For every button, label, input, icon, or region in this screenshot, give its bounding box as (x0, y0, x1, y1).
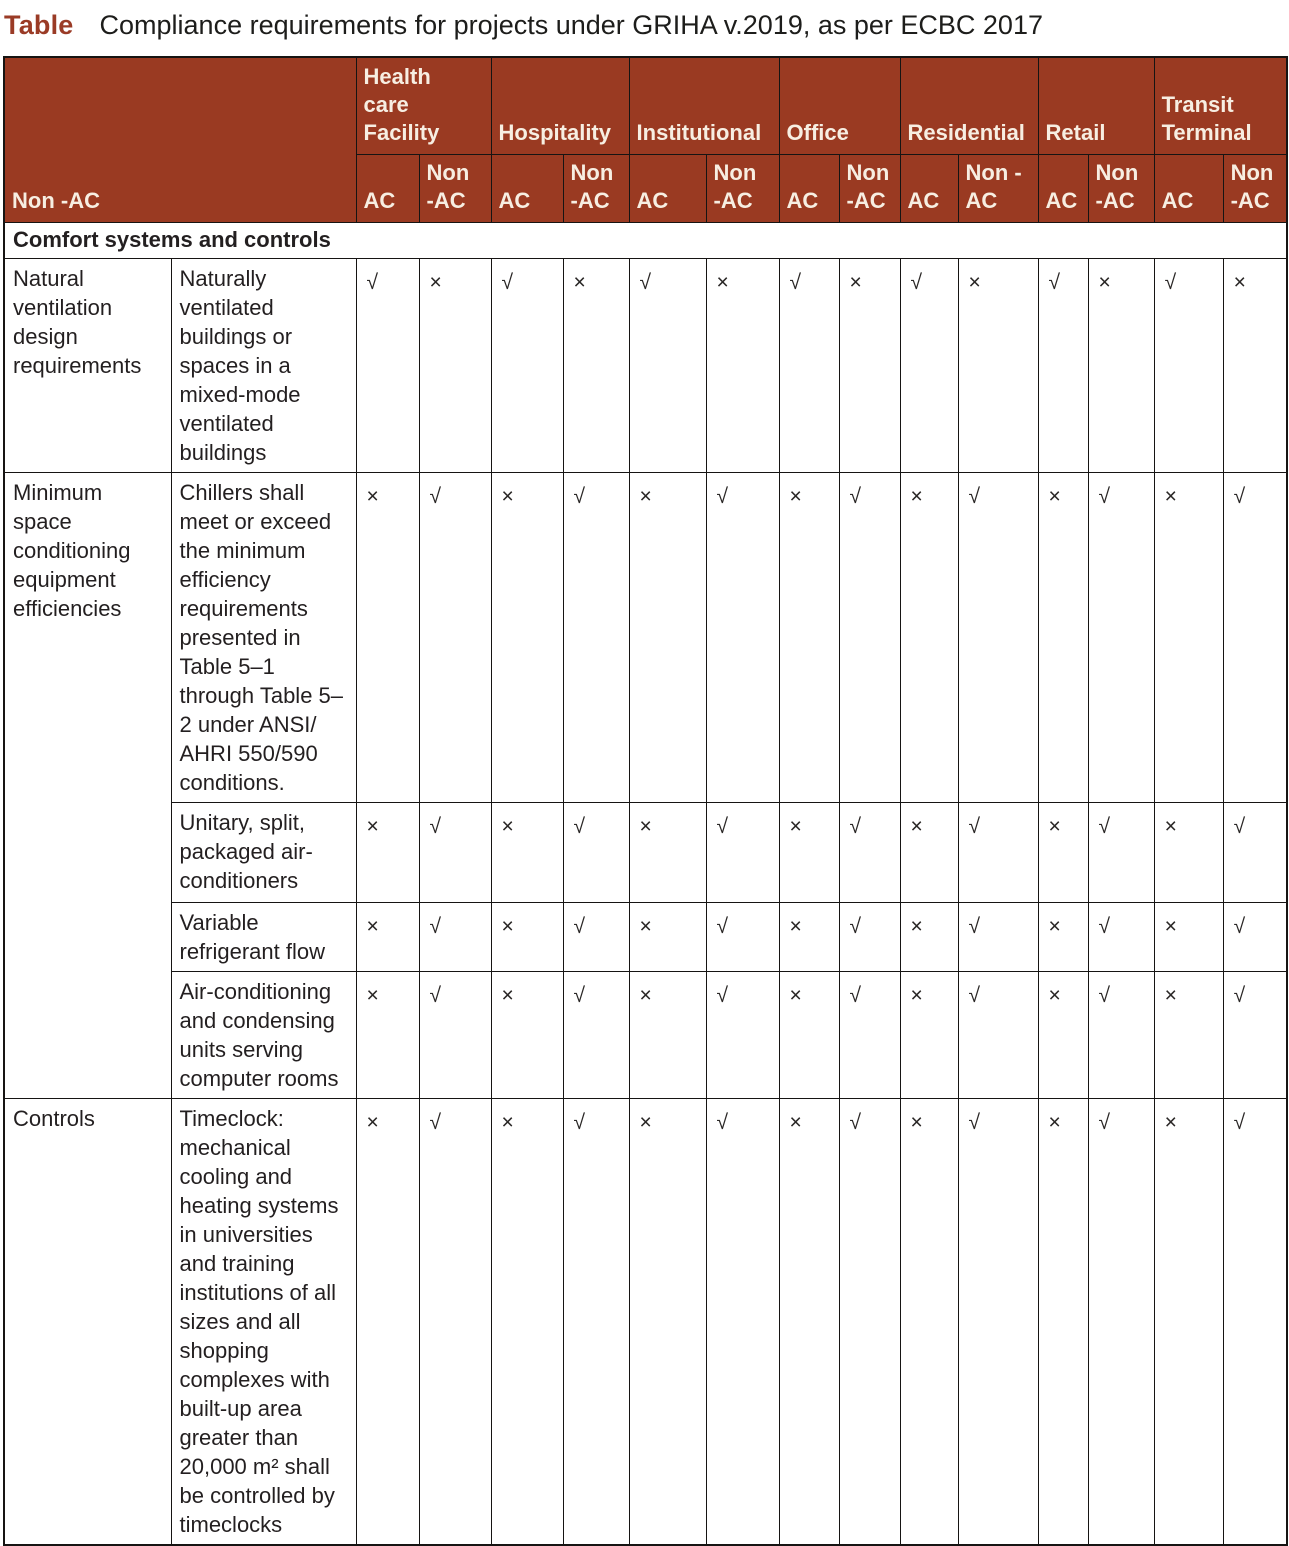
check-mark-cell: √ (1088, 971, 1154, 1098)
check-mark-cell: √ (356, 258, 419, 472)
check-mark-cell: √ (1038, 258, 1088, 472)
check-mark-cell: √ (1223, 1098, 1287, 1545)
table-body (4, 222, 1287, 1545)
cross-mark-cell: × (900, 1098, 958, 1545)
table-row (4, 472, 1287, 802)
check-mark-cell: √ (419, 1098, 491, 1545)
cross-mark-cell: × (1038, 802, 1088, 902)
criterion-cell: Minimum space conditioning equipment efficiencies (4, 472, 171, 1098)
section-header: Comfort systems and controls (4, 222, 1287, 258)
cross-mark-cell: × (629, 971, 706, 1098)
cross-mark-cell: × (356, 902, 419, 971)
check-mark-cell: √ (839, 802, 900, 902)
building-type-header-row (4, 57, 1287, 154)
cross-mark-cell: × (706, 258, 779, 472)
check-mark-cell: √ (706, 802, 779, 902)
subheader-nonac-residential: Non -AC (958, 154, 1038, 222)
cross-mark-cell: × (900, 472, 958, 802)
description-cell: Chillers shall meet or exceed the minimum efficiency requirements presented in Table 5–1 through Table 5–2 under ANSI/ AHRI 550/590 conditions. (171, 472, 356, 802)
check-mark-cell: √ (958, 902, 1038, 971)
check-mark-cell: √ (839, 472, 900, 802)
table-row (4, 802, 1287, 902)
cross-mark-cell: × (1038, 902, 1088, 971)
subheader-nonac-transit-terminal: Non -AC (1223, 154, 1287, 222)
subheader-nonac-office: Non -AC (839, 154, 900, 222)
subheader-ac-transit-terminal: AC (1154, 154, 1223, 222)
check-mark-cell: √ (1223, 472, 1287, 802)
cross-mark-cell: × (958, 258, 1038, 472)
check-mark-cell: √ (1088, 802, 1154, 902)
check-mark-cell: √ (779, 258, 839, 472)
table-caption-label: Table (4, 10, 74, 40)
check-mark-cell: √ (839, 1098, 900, 1545)
header-transit-terminal: Transit Terminal (1154, 57, 1287, 154)
corner-label: Non -AC (12, 187, 100, 213)
header-residential: Residential (900, 57, 1038, 154)
cross-mark-cell: × (356, 971, 419, 1098)
cross-mark-cell: × (779, 472, 839, 802)
check-mark-cell: √ (958, 971, 1038, 1098)
check-mark-cell: √ (491, 258, 563, 472)
header-retail: Retail (1038, 57, 1154, 154)
check-mark-cell: √ (563, 802, 629, 902)
check-mark-cell: √ (1223, 902, 1287, 971)
subheader-ac-residential: AC (900, 154, 958, 222)
check-mark-cell: √ (419, 902, 491, 971)
cross-mark-cell: × (779, 971, 839, 1098)
compliance-table (3, 56, 1288, 1546)
cross-mark-cell: × (491, 1098, 563, 1545)
check-mark-cell: √ (1223, 802, 1287, 902)
cross-mark-cell: × (900, 902, 958, 971)
check-mark-cell: √ (706, 971, 779, 1098)
table-caption-text: Compliance requirements for projects under GRIHA v.2019, as per ECBC 2017 (99, 10, 1043, 40)
description-cell: Air-conditioning and condensing units serving computer rooms (171, 971, 356, 1098)
subheader-ac-retail: AC (1038, 154, 1088, 222)
header-health-care-facility: Health care Facility (356, 57, 491, 154)
cross-mark-cell: × (629, 1098, 706, 1545)
cross-mark-cell: × (900, 971, 958, 1098)
cross-mark-cell: × (491, 971, 563, 1098)
table-row (4, 971, 1287, 1098)
cross-mark-cell: × (1088, 258, 1154, 472)
cross-mark-cell: × (1223, 258, 1287, 472)
cross-mark-cell: × (491, 472, 563, 802)
table-caption (3, 10, 1286, 41)
check-mark-cell: √ (1088, 902, 1154, 971)
check-mark-cell: √ (419, 971, 491, 1098)
check-mark-cell: √ (629, 258, 706, 472)
check-mark-cell: √ (1154, 258, 1223, 472)
cross-mark-cell: × (1154, 971, 1223, 1098)
check-mark-cell: √ (839, 902, 900, 971)
check-mark-cell: √ (563, 902, 629, 971)
criterion-cell: Controls (4, 1098, 171, 1545)
table-row (4, 1098, 1287, 1545)
cross-mark-cell: × (779, 902, 839, 971)
corner-header-cell (4, 57, 356, 222)
check-mark-cell: √ (706, 1098, 779, 1545)
table-row (4, 258, 1287, 472)
check-mark-cell: √ (958, 472, 1038, 802)
header-office: Office (779, 57, 900, 154)
check-mark-cell: √ (419, 472, 491, 802)
header-hospitality: Hospitality (491, 57, 629, 154)
cross-mark-cell: × (1154, 472, 1223, 802)
subheader-nonac-institutional: Non -AC (706, 154, 779, 222)
cross-mark-cell: × (1154, 1098, 1223, 1545)
cross-mark-cell: × (1038, 472, 1088, 802)
cross-mark-cell: × (356, 802, 419, 902)
check-mark-cell: √ (1088, 472, 1154, 802)
table-row (4, 902, 1287, 971)
check-mark-cell: √ (839, 971, 900, 1098)
cross-mark-cell: × (491, 902, 563, 971)
check-mark-cell: √ (958, 1098, 1038, 1545)
cross-mark-cell: × (563, 258, 629, 472)
description-cell: Timeclock: mechanical cooling and heating systems in universities and training institutions of all sizes and all shopping complexes with built-up area greater than 20,000 m² shall be controlled by timeclocks (171, 1098, 356, 1545)
header-institutional: Institutional (629, 57, 779, 154)
check-mark-cell: √ (563, 472, 629, 802)
cross-mark-cell: × (629, 802, 706, 902)
cross-mark-cell: × (900, 802, 958, 902)
subheader-ac-office: AC (779, 154, 839, 222)
subheader-ac-health-care-facility: AC (356, 154, 419, 222)
subheader-nonac-hospitality: Non -AC (563, 154, 629, 222)
subheader-ac-hospitality: AC (491, 154, 563, 222)
check-mark-cell: √ (706, 902, 779, 971)
subheader-ac-institutional: AC (629, 154, 706, 222)
check-mark-cell: √ (1088, 1098, 1154, 1545)
cross-mark-cell: × (1154, 802, 1223, 902)
check-mark-cell: √ (563, 971, 629, 1098)
cross-mark-cell: × (1038, 1098, 1088, 1545)
check-mark-cell: √ (958, 802, 1038, 902)
subheader-nonac-retail: Non -AC (1088, 154, 1154, 222)
check-mark-cell: √ (419, 802, 491, 902)
check-mark-cell: √ (900, 258, 958, 472)
cross-mark-cell: × (1154, 902, 1223, 971)
check-mark-cell: √ (1223, 971, 1287, 1098)
check-mark-cell: √ (563, 1098, 629, 1545)
cross-mark-cell: × (779, 802, 839, 902)
criterion-cell: Natural ventilation design requirements (4, 258, 171, 472)
subheader-nonac-health-care-facility: Non -AC (419, 154, 491, 222)
cross-mark-cell: × (779, 1098, 839, 1545)
description-cell: Variable refrigerant flow (171, 902, 356, 971)
cross-mark-cell: × (839, 258, 900, 472)
cross-mark-cell: × (356, 472, 419, 802)
description-cell: Unitary, split, packaged air-conditioners (171, 802, 356, 902)
cross-mark-cell: × (629, 902, 706, 971)
section-row (4, 222, 1287, 258)
cross-mark-cell: × (356, 1098, 419, 1545)
cross-mark-cell: × (1038, 971, 1088, 1098)
cross-mark-cell: × (491, 802, 563, 902)
cross-mark-cell: × (419, 258, 491, 472)
description-cell: Naturally ventilated buildings or spaces in a mixed-mode ventilated buildings (171, 258, 356, 472)
cross-mark-cell: × (629, 472, 706, 802)
check-mark-cell: √ (706, 472, 779, 802)
